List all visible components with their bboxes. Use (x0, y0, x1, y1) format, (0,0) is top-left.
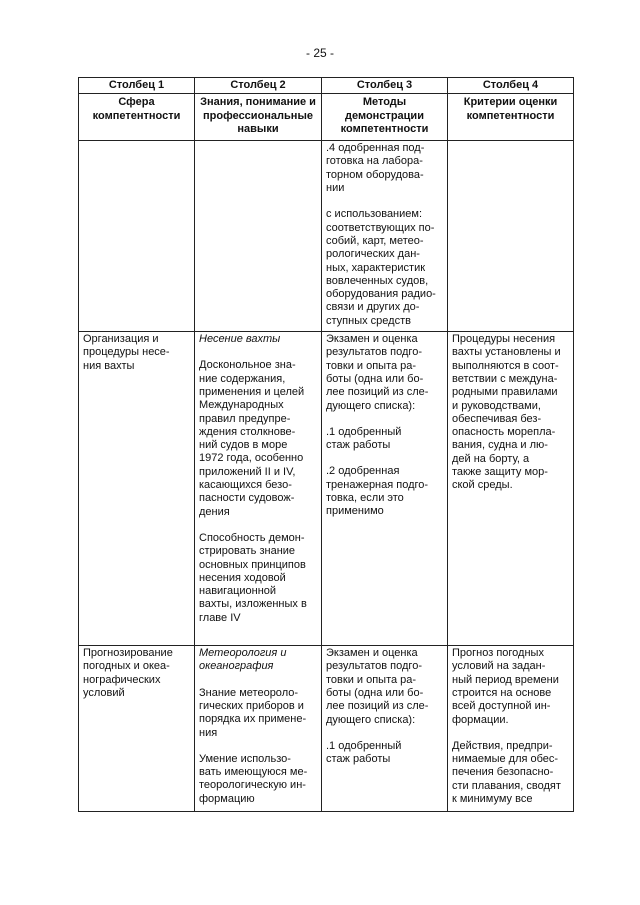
table-cell (79, 141, 195, 332)
paragraph: Действия, предпри- нимаемые для обес- печения безопасно- сти плавания, сводят к минимуму все (452, 739, 561, 806)
paragraph: Экзамен и оценка результатов подго- товки и опыта ра- боты (одна или бо- лее позиций из сле- дующего списка): (326, 647, 429, 726)
column-header-4: Столбец 4 (448, 78, 574, 94)
section-title: Метеорология и океанография (199, 647, 287, 673)
table-cell (195, 141, 322, 332)
table-cell: Прогнозирование погодных и океа- нографических условий (79, 646, 195, 812)
paragraph: Досконольное зна- ние содержания, применения и целей Международных правил предупре- ждения столкнове- ний судов в море 1972 года, особенно приложений II и IV, касающихся безо- пасности судовож- дения (199, 359, 305, 518)
subheader-competence: Сфера компетентности (79, 94, 195, 141)
cell-text (199, 687, 317, 806)
paragraph: .4 одобренная под- готовка на лабора- торном оборудова- нии (326, 142, 425, 195)
subheader-methods: Методы демонстрации компетентности (322, 94, 448, 141)
paragraph: с использованием: соответствующих по- собий, карт, метео- рологических дан- ных, характеристик вовлеченных судов, оборудования радио- связи и других до- ступных средств (326, 208, 436, 327)
table-cell (322, 332, 448, 646)
column-header-2: Столбец 2 (195, 78, 322, 94)
paragraph: Способность демон- стрировать знание основных принципов несения ходовой навигационной вахты, изложенных в главе IV (199, 531, 307, 624)
table-cell (448, 646, 574, 812)
table-row (79, 332, 574, 646)
paragraph: Прогноз погодных условий на задан- ный период времени строится на основе всей доступной ин- формации. (452, 647, 559, 726)
column-header-3: Столбец 3 (322, 78, 448, 94)
paragraph: Экзамен и оценка результатов подго- товки и опыта ра- боты (одна или бо- лее позиций из сле- дующего списка): (326, 333, 429, 412)
section-title: Несение вахты (199, 333, 281, 346)
competence-table (78, 77, 574, 812)
column-header-1: Столбец 1 (79, 78, 195, 94)
subheader-criteria: Критерии оценки компетентности (448, 94, 574, 141)
paragraph: Знание метеороло- гических приборов и порядка их примене- ния (199, 686, 307, 739)
table-cell (448, 141, 574, 332)
page-number: - 25 - (305, 46, 334, 60)
column-title-row (79, 94, 574, 141)
paragraph: .1 одобренный стаж работы (326, 739, 402, 766)
column-number-row (79, 78, 574, 94)
paragraph: .1 одобренный стаж работы (326, 425, 402, 452)
paragraph: Умение использо- вать имеющуюся ме- теорологическую ин- формацию (199, 752, 308, 805)
paragraph: .2 одобренная тренажерная подго- товка, если это применимо (326, 465, 429, 518)
table-cell: Организация и процедуры несе- ния вахты (79, 332, 195, 646)
table-row (79, 141, 574, 332)
table-cell (195, 332, 322, 646)
cell-text (199, 359, 317, 625)
table-cell: Процедуры несения вахты установлены и выполняются в соот- ветствии с междуна- родными правилами и руководствами, обеспечивая без- опасность морепла- вания, судна и лю- дей на борту, а также защиту мор- ской среды. (448, 332, 574, 646)
table-row (79, 646, 574, 812)
table-cell (322, 141, 448, 332)
table-cell (322, 646, 448, 812)
subheader-knowledge: Знания, понимание и профессиональные навыки (195, 94, 322, 141)
table-cell (195, 646, 322, 812)
